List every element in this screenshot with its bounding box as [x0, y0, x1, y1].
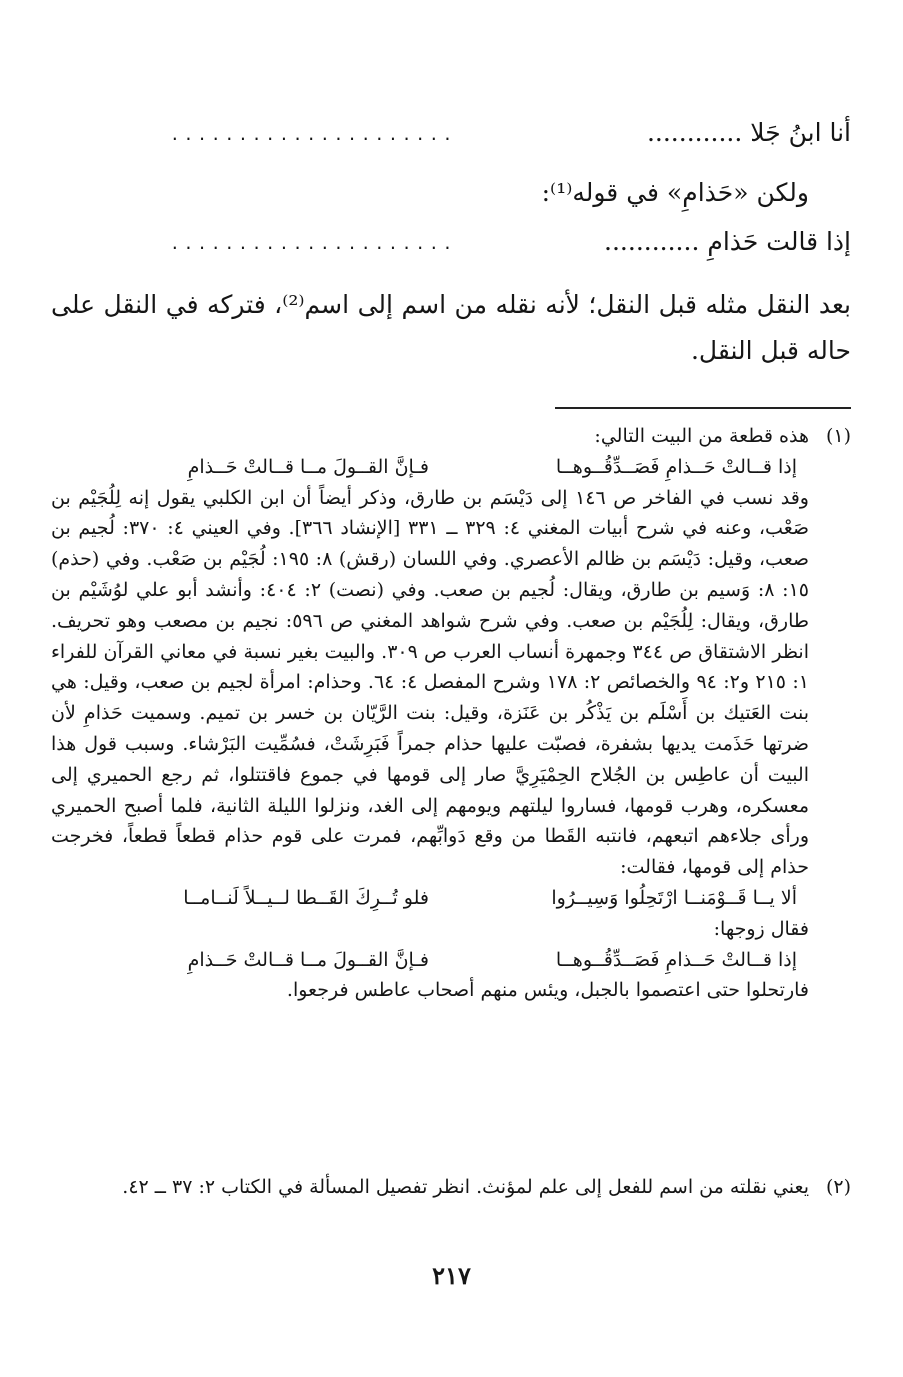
- verse-line-2: [150, 222, 851, 262]
- poem-1-first-hemistich: إذا قــالتْ حَــذامِ فَصَــدِّقُــوهــا: [555, 455, 797, 478]
- page-number: ٢١٧: [432, 1261, 471, 1290]
- verse-1-first-hemistich: أنا ابنُ جَلا ............: [646, 118, 851, 147]
- poem-2-second-hemistich: فلو تُــرِكَ القَــطا لــيــلاً لَنــامــا: [183, 886, 429, 909]
- footnote-separator: [555, 407, 851, 409]
- body-paragraph: بعد النقل مثله قبل النقل؛ لأنه نقله من اسم إلى اسم⁽²⁾، فتركه في النقل على حاله قبل النقل.: [51, 290, 851, 365]
- poem-1-second-hemistich: فـإنَّ القــولَ مــا قــالتْ حَــذامِ: [187, 455, 429, 478]
- verse-2-second-hemistich-dots: .....................: [170, 234, 457, 253]
- footnote-1-poem-2: [51, 883, 809, 914]
- verse-1-second-hemistich-dots: .....................: [170, 125, 457, 144]
- footnote-1-prose: وقد نسب في الفاخر ص ١٤٦ إلى دَيْسَم بن طارق، وذكر أيضاً أن ابن الكلبي يقول إنه لِلُجَيْم بن صَعْب، وعنه في شرح أبيات المغني ٤: ٣٢٩ ــ ٣٣١ [الإنشاد ٣٦٦]. وفي العيني ٤: ٣٧٠: لُجيم بن صعب، وقيل: دَيْسَم بن ظالم الأعصري. وفي اللسان (رقش) ٨: ١٩٥: لُجَيْم بن صَعْب. وفي (حذم) ١٥: ٨: وَسيم بن طارق، ويقال: لُجيم بن صعب. وفي (نصت) ٢: ٤٠٤: وأنشد أبو علي لوُشَيْم بن طارق، ويقال: لِلُجَيْم بن صعب. وفي شرح شواهد المغني ص ٥٩٦: نجيم بن مصعب وهو تحريف. انظر الاشتقاق ص ٣٤٤ وجمهرة أنساب العرب ص ٣٠٩. والبيت بغير نسبة في معاني القرآن للفراء ١: ٢١٥ و٢: ٩٤ والخصائص ٢: ١٧٨ وشرح المفصل ٤: ٦٤. وحذام: امرأة لجيم بن صعب، وقيل: هي بنت العَتيك بن أَسْلَم بن يَذْكُر بن عَنَزة، وقيل: بنت الرَّيّان بن خسر بن تميم. وسميت حَذامِ لأن ضرتها حَذَمت يديها بشفرة، فصبّت عليها حذام جمراً فَبَرِشَتْ، فسُمِّيت البَرْشاء. وسبب قول هذا البيت أن عاطِس بن الجُلاح الحِمْيَرِيَّ صار إلى قومها في جموع فاقتتلوا، ثم رجع الحميري إلى معسكره، وهرب قومها، فساروا ليلتهم ويومهم إلى الغد، ونزلوا الليلة الثانية، فلما أصبح الحميري ورأى جلاءهم اتبعهم، فانتبه القَطا من وقع دَوابِّهم، فمرت على قوم حذام قطعاً قطعاً، فخرجت حذام إلى قومها، فقالت:: [51, 486, 810, 879]
- footnote-1-body: [51, 421, 809, 1006]
- footnote-1-poem-1: [51, 452, 809, 483]
- poem-2-first-hemistich: ألا يــا قَــوْمَنــا ارْتَحِلُوا وَسِيــرُوا: [551, 886, 797, 909]
- verse-line-1: [150, 113, 851, 153]
- verse-2-intro: ولكن «حَذامِ» في قوله⁽¹⁾:: [541, 178, 809, 207]
- footnote-1-intro: هذه قطعة من البيت التالي:: [594, 425, 809, 447]
- footnote-1-number: (١): [825, 425, 851, 447]
- footnote-2: [51, 1172, 851, 1203]
- poem-3-second-hemistich: فـإنَّ القــولَ مــا قــالتْ حَــذامِ: [187, 948, 429, 971]
- footnote-1-husband-line: فقال زوجها:: [713, 917, 809, 940]
- poem-3-first-hemistich: إذا قــالتْ حَــذامِ فَصَــدِّقُــوهــا: [555, 948, 797, 971]
- verse-2-first-hemistich: إذا قالت حَذامِ ............: [604, 227, 851, 256]
- footnote-2-number: (٢): [825, 1176, 851, 1198]
- footnote-1-closing: فارتحلوا حتى اعتصموا بالجبل، ويئس منهم أصحاب عاطس فرجعوا.: [286, 979, 809, 1002]
- footnote-2-body: يعني نقلته من اسم للفعل إلى علم لمؤنث. انظر تفصيل المسألة في الكتاب ٢: ٣٧ ــ ٤٢.: [122, 1176, 809, 1198]
- footnote-1-poem-3: [51, 945, 809, 976]
- footnote-1: [51, 421, 851, 1006]
